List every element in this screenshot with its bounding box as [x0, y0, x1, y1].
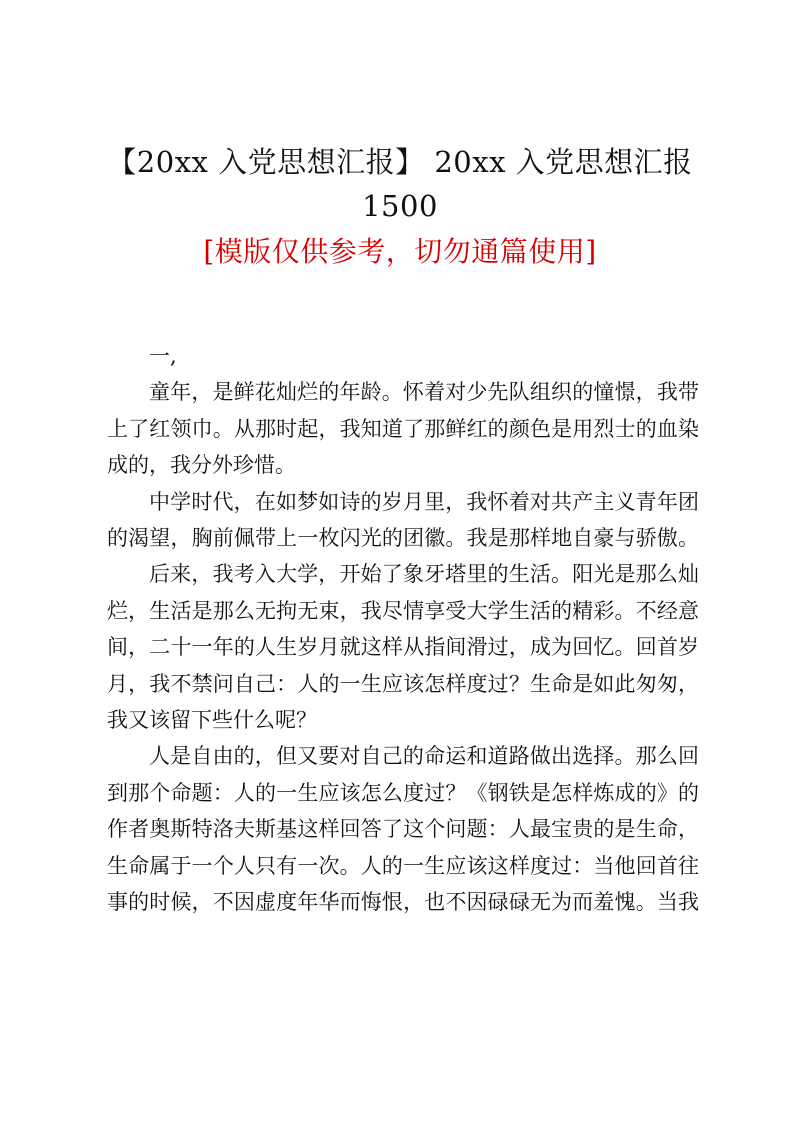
document-body: [107, 338, 699, 921]
title-line-2: 1500: [362, 189, 438, 223]
paragraph-line: 的渴望，胸前佩带上一枚闪光的团徽。我是那样地自豪与骄傲。: [107, 526, 699, 551]
paragraph-3: [107, 556, 699, 738]
paragraph-line: 童年，是鲜花灿烂的年龄。怀着对少先队组织的憧憬，我带: [149, 380, 699, 405]
paragraph-line: 我又该留下些什么呢？: [107, 708, 317, 733]
paragraph-line: 成的，我分外珍惜。: [107, 453, 296, 478]
paragraph-1: [107, 374, 699, 483]
title-line-1: 【20xx 入党思想汇报】 20xx 入党思想汇报: [107, 145, 693, 179]
paragraph-line: 到那个命题：人的一生应该怎么度过？《钢铁是怎样炼成的》的: [107, 780, 699, 805]
paragraph-line: 月，我不禁问自己：人的一生应该怎样度过？生命是如此匆匆，: [107, 671, 699, 696]
paragraph-2: [107, 484, 699, 557]
document-title: [100, 140, 700, 228]
paragraph-line: 人是自由的，但又要对自己的命运和道路做出选择。那么回: [149, 744, 699, 769]
paragraph-line: 中学时代，在如梦如诗的岁月里，我怀着对共产主义青年团: [149, 489, 699, 514]
paragraph-line: 后来，我考入大学，开始了象牙塔里的生活。阳光是那么灿: [149, 562, 699, 587]
paragraph-line: 作者奥斯特洛夫斯基这样回答了这个问题：人最宝贵的是生命，: [107, 817, 699, 842]
paragraph-4: [107, 738, 699, 920]
paragraph-line: 生命属于一个人只有一次。人的一生应该这样度过：当他回首往: [107, 853, 699, 878]
template-disclaimer: [模版仅供参考，切勿通篇使用]: [203, 235, 597, 268]
paragraph-line: 间，二十一年的人生岁月就这样从指间滑过，成为回忆。回首岁: [107, 635, 699, 660]
paragraph-line: 烂，生活是那么无拘无束，我尽情享受大学生活的精彩。不经意: [107, 598, 699, 623]
section-marker: 一,: [149, 344, 177, 368]
paragraph-line: 事的时候，不因虚度年华而悔恨，也不因碌碌无为而羞愧。当我: [107, 890, 699, 915]
paragraph-line: 上了红领巾。从那时起，我知道了那鲜红的颜色是用烈士的血染: [107, 416, 699, 441]
